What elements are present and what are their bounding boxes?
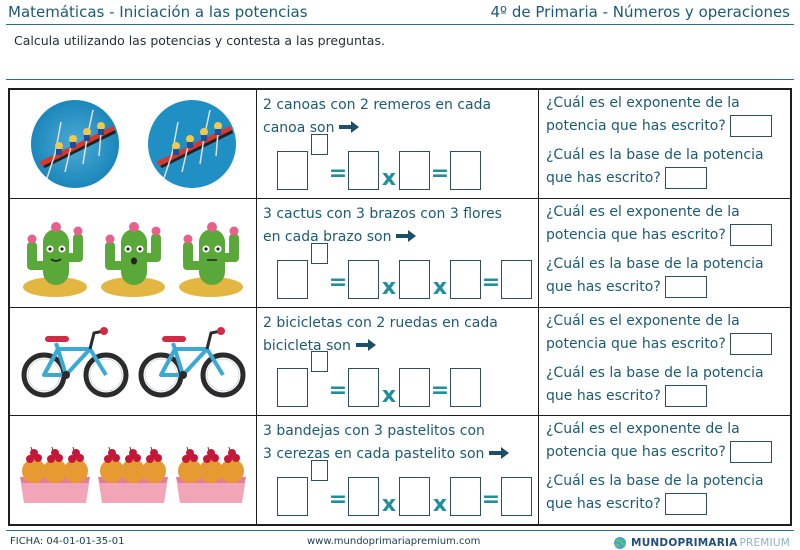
power-exponent-box[interactable] [311, 134, 328, 155]
question-text: que has escrito? [546, 496, 661, 513]
power-exponent-box[interactable] [311, 243, 328, 264]
exercise-row-3 [10, 308, 790, 417]
question-line [546, 385, 790, 408]
power-equation [277, 260, 532, 299]
exercise-row-1 [10, 90, 790, 199]
prompt-cell-4 [257, 416, 539, 524]
equals-sign: = [430, 160, 450, 186]
header-divider [6, 24, 794, 25]
prompt-line [263, 117, 538, 140]
factor-box[interactable] [348, 368, 379, 407]
prompt-line: 2 bicicletas con 2 ruedas en cada [263, 314, 498, 331]
prompt-cell-3 [257, 308, 539, 416]
arrow-right-icon [355, 338, 377, 352]
power-equation [277, 477, 532, 516]
factor-box[interactable] [348, 260, 379, 299]
cactus-icon [175, 207, 247, 299]
question-text: potencia que has escrito? [546, 444, 726, 461]
questions-cell-1 [539, 90, 790, 198]
factor-box[interactable] [348, 477, 379, 516]
instruction-text: Calcula utilizando las potencias y contesta a las preguntas. [14, 33, 385, 48]
prompt-line [263, 226, 538, 249]
equals-sign: = [430, 378, 450, 404]
base-question [546, 362, 790, 408]
prompt-line: 3 cactus con 3 brazos con 3 flores [263, 205, 502, 222]
brand-logo [613, 536, 790, 550]
result-box[interactable] [501, 260, 532, 299]
bicycle-icon [20, 319, 130, 403]
cactus-icon [97, 207, 169, 299]
prompt-text: 3 cerezas en cada pastelito son [263, 446, 485, 463]
times-sign: x [381, 274, 397, 300]
prompt-line: 2 canoas con 2 remeros en cada [263, 97, 492, 113]
question-line: ¿Cuál es la base de la potencia [546, 147, 764, 163]
result-box[interactable] [501, 477, 532, 516]
question-text: que has escrito? [546, 278, 661, 295]
factor-box[interactable] [399, 151, 430, 190]
footer-divider [6, 530, 794, 531]
question-text: potencia que has escrito? [546, 226, 726, 243]
arrow-right-icon [338, 120, 360, 134]
power-exponent-box[interactable] [311, 460, 328, 481]
power-exponent-box[interactable] [311, 351, 328, 372]
question-line: ¿Cuál es la base de la potencia [546, 364, 764, 381]
factor-box[interactable] [399, 260, 430, 299]
question-line: ¿Cuál es el exponente de la [546, 95, 740, 111]
cactus-picture [10, 199, 257, 307]
rowing-boat-icon [142, 96, 242, 192]
exponent-answer-box[interactable] [730, 333, 772, 355]
questions-cell-2 [539, 199, 790, 307]
question-line [546, 167, 790, 190]
exercise-row-2 [10, 199, 790, 308]
equals-sign: = [481, 487, 501, 512]
factor-box[interactable] [450, 260, 481, 299]
exponent-answer-box[interactable] [730, 441, 772, 463]
base-answer-box[interactable] [665, 167, 707, 189]
worksheet-subject-title: Matemáticas - Iniciación a las potencias [8, 3, 308, 21]
cupcake-tray-icon [96, 425, 170, 515]
worksheet-grade-topic: 4º de Primaria - Números y operaciones [490, 3, 790, 21]
power-base-box[interactable] [277, 368, 308, 407]
prompt-text: canoa son [263, 120, 335, 136]
times-sign: x [432, 492, 448, 517]
base-answer-box[interactable] [665, 385, 707, 407]
arrow-right-icon [395, 229, 417, 243]
base-answer-box[interactable] [665, 276, 707, 298]
question-line [546, 115, 790, 138]
times-sign: x [381, 165, 397, 191]
exponent-answer-box[interactable] [730, 224, 772, 246]
base-question [546, 253, 790, 299]
globe-icon [613, 536, 627, 550]
power-base-box[interactable] [277, 260, 308, 299]
equals-sign: = [481, 269, 501, 295]
times-sign: x [432, 274, 448, 300]
factor-box[interactable] [399, 477, 430, 516]
prompt-text: bicicleta son [263, 337, 351, 354]
question-text: potencia que has escrito? [546, 118, 726, 134]
arrow-right-icon [488, 446, 510, 460]
cupcake-trays-picture [10, 416, 257, 524]
question-text: que has escrito? [546, 170, 661, 186]
question-line [546, 224, 790, 247]
prompt-line [263, 335, 538, 358]
question-line [546, 493, 790, 516]
prompt-text: en cada brazo son [263, 228, 392, 245]
prompt-line [263, 443, 538, 466]
cupcake-tray-icon [18, 425, 92, 515]
base-question [546, 144, 790, 190]
exponent-question [546, 92, 790, 138]
question-line: ¿Cuál es la base de la potencia [546, 255, 764, 272]
base-question [546, 470, 790, 516]
equals-sign: = [328, 378, 348, 404]
question-text: que has escrito? [546, 387, 661, 404]
bicycle-icon [137, 319, 247, 403]
power-equation [277, 151, 481, 190]
result-box[interactable] [450, 151, 481, 190]
question-line [546, 333, 790, 356]
exponent-question [546, 201, 790, 247]
times-sign: x [381, 383, 397, 409]
base-answer-box[interactable] [665, 493, 707, 515]
question-line: ¿Cuál es el exponente de la [546, 421, 740, 438]
equals-sign: = [328, 269, 348, 295]
exercise-row-4 [10, 416, 790, 524]
prompt-line: 3 bandejas con 3 pastelitos con [263, 423, 485, 440]
exponent-question [546, 310, 790, 356]
exponent-question [546, 418, 790, 464]
power-base-box[interactable] [277, 151, 308, 190]
question-line [546, 276, 790, 299]
bicycles-picture [10, 308, 257, 416]
equals-sign: = [328, 487, 348, 512]
question-line: ¿Cuál es el exponente de la [546, 312, 740, 329]
exercise-table [8, 88, 792, 526]
questions-cell-4 [539, 416, 790, 524]
questions-cell-3 [539, 308, 790, 416]
factor-box[interactable] [399, 368, 430, 407]
question-line: ¿Cuál es el exponente de la [546, 203, 740, 220]
times-sign: x [381, 492, 397, 517]
brand-name: MUNDOPRIMARIA [631, 537, 738, 549]
website-link[interactable]: www.mundoprimariapremium.com [307, 536, 481, 547]
question-line: ¿Cuál es la base de la potencia [546, 473, 764, 490]
prompt-cell-1 [257, 90, 539, 198]
rowing-boats-picture [10, 90, 257, 198]
exponent-answer-box[interactable] [730, 115, 772, 137]
worksheet-code: FICHA: 04-01-01-35-01 [10, 536, 125, 547]
question-line [546, 441, 790, 464]
instruction-divider [6, 79, 794, 80]
cupcake-tray-icon [174, 425, 248, 515]
result-box[interactable] [450, 368, 481, 407]
question-text: potencia que has escrito? [546, 335, 726, 352]
prompt-cell-2 [257, 199, 539, 307]
factor-box[interactable] [348, 151, 379, 190]
factor-box[interactable] [450, 477, 481, 516]
cactus-icon [19, 207, 91, 299]
brand-suffix: PREMIUM [739, 537, 790, 549]
power-equation [277, 368, 481, 407]
power-base-box[interactable] [277, 477, 308, 516]
rowing-boat-icon [25, 96, 125, 192]
equals-sign: = [328, 160, 348, 186]
